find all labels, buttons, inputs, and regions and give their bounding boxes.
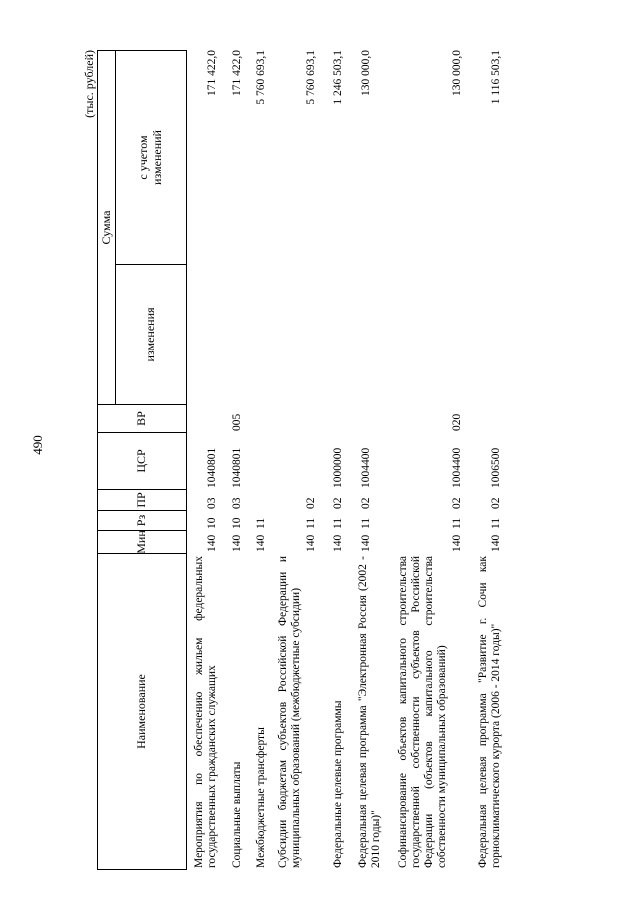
row-total: 171 422,0 — [206, 50, 218, 96]
row-rz: 11 — [332, 517, 344, 529]
table-row — [332, 50, 348, 870]
header-rz: Рз — [98, 511, 186, 531]
row-name: Федеральные целевые программы — [332, 700, 344, 868]
table-row — [477, 50, 507, 870]
header-csr: ЦСР — [98, 433, 186, 490]
row-total: 1 116 503,1 — [490, 50, 502, 105]
row-csr: 1040801 — [206, 447, 218, 488]
row-min: 140 — [360, 534, 372, 552]
row-rz: 11 — [451, 517, 463, 529]
header-changes: изменения — [116, 265, 186, 405]
header-pr: ПР — [98, 490, 186, 511]
row-pr: 03 — [231, 497, 243, 509]
row-rz: 11 — [490, 517, 502, 529]
row-min: 140 — [231, 534, 243, 552]
row-pr: 02 — [305, 497, 317, 509]
row-vr: 005 — [231, 413, 243, 431]
row-name: Софинансирование объектов капитального строительства государственной собственности субъектов Российской Федерации (объектов капитального строительства собственности муниципальных образований) — [397, 556, 448, 868]
row-total: 5 760 693,1 — [255, 50, 267, 105]
row-csr: 1000000 — [332, 447, 344, 488]
table-row — [231, 50, 247, 870]
row-name: Мероприятия по обеспечению жильем федеральных государственных гражданских служащих — [193, 556, 218, 868]
row-rz: 11 — [255, 517, 267, 529]
row-total: 130 000,0 — [360, 50, 372, 96]
row-rz: 11 — [360, 517, 372, 529]
row-total: 171 422,0 — [231, 50, 243, 96]
row-min: 140 — [490, 534, 502, 552]
row-csr: 1004400 — [451, 447, 463, 488]
row-name: Социальные выплаты — [231, 761, 243, 868]
row-pr: 02 — [490, 497, 502, 509]
header-sum: Сумма — [98, 51, 116, 405]
page-number: 490 — [30, 435, 45, 455]
row-vr: 020 — [451, 413, 463, 431]
row-pr: 02 — [332, 497, 344, 509]
row-pr: 02 — [360, 497, 372, 509]
table-row — [193, 50, 223, 870]
header-with-changes: с учетом изменений — [116, 51, 186, 265]
row-total: 5 760 693,1 — [305, 50, 317, 105]
header-min: Мин — [98, 531, 186, 554]
row-rz: 11 — [305, 517, 317, 529]
row-min: 140 — [305, 534, 317, 552]
row-pr: 03 — [206, 497, 218, 509]
row-total: 1 246 503,1 — [332, 50, 344, 105]
table-row — [255, 50, 271, 870]
row-total: 130 000,0 — [451, 50, 463, 96]
header-name: Наименование — [134, 674, 149, 749]
row-min: 140 — [451, 534, 463, 552]
row-min: 140 — [332, 534, 344, 552]
table-row — [357, 50, 387, 870]
row-name: Субсидии бюджетам субъектов Российской Федерации и муниципальных образований (межбюджетные субсидии) — [277, 556, 302, 868]
row-pr: 02 — [451, 497, 463, 509]
units-label: (тыс. рублей) — [82, 50, 96, 118]
row-min: 140 — [206, 534, 218, 552]
row-name: Федеральная целевая программа "Развитие г. Сочи как горноклиматического курорта (2006 - 2014 годы)" — [477, 556, 502, 868]
row-csr: 1006500 — [490, 447, 502, 488]
row-csr: 1040801 — [231, 447, 243, 488]
rotated-page — [30, 50, 590, 870]
row-rz: 10 — [231, 517, 243, 529]
row-name: Федеральная целевая программа "Электронная Россия (2002 - 2010 годы)" — [357, 556, 382, 868]
table-row — [277, 50, 321, 870]
row-min: 140 — [255, 534, 267, 552]
row-csr: 1004400 — [360, 447, 372, 488]
table-header — [97, 50, 187, 870]
header-vr: ВР — [98, 405, 186, 433]
table-row — [397, 50, 467, 870]
row-name: Межбюджетные трансферты — [255, 727, 267, 868]
row-rz: 10 — [206, 517, 218, 529]
